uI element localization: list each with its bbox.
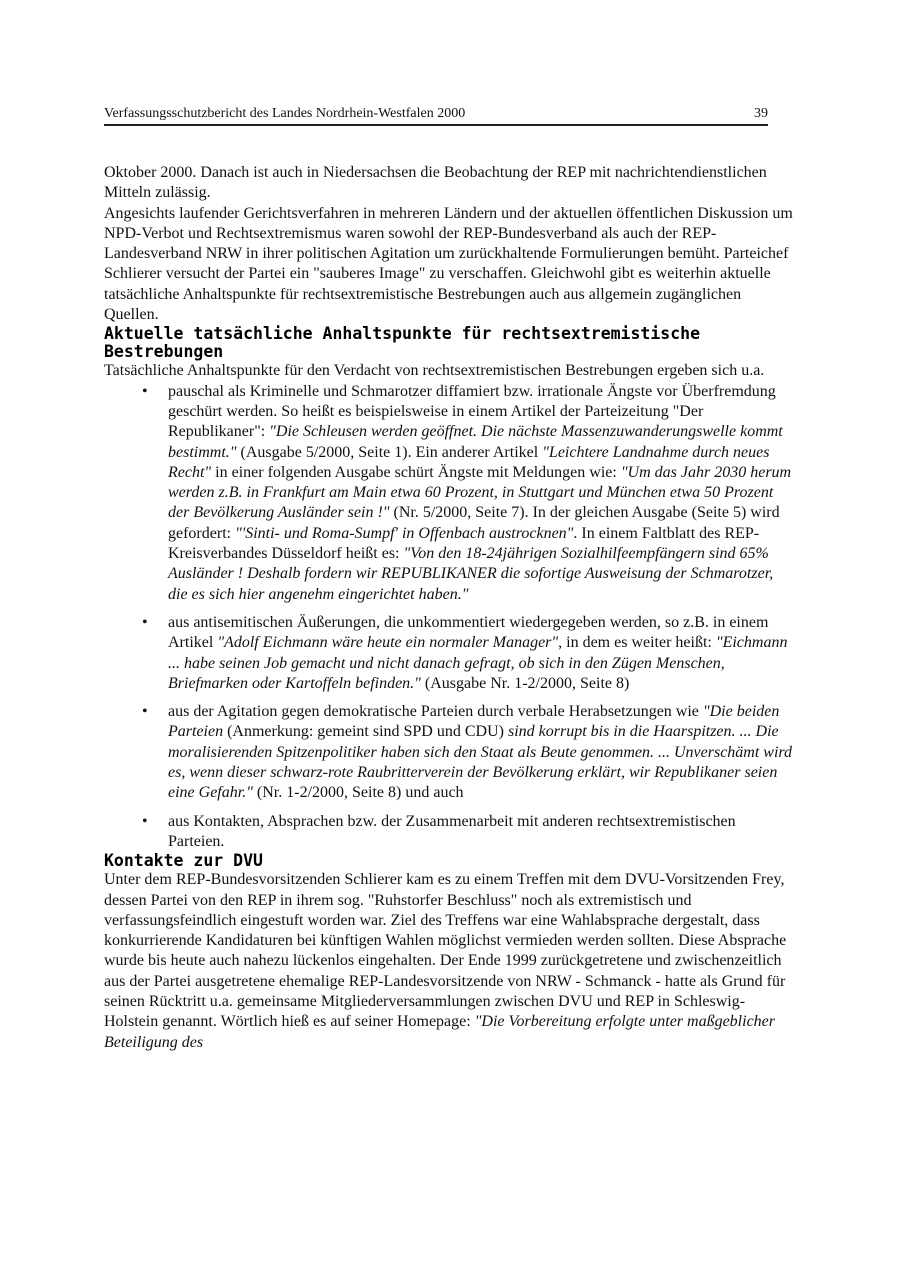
- list-item: [104, 812, 796, 853]
- list-item-text: aus antisemitischen Äußerungen, die unkommentiert wiedergegeben werden, so z.B. in einem Artikel: [168, 613, 769, 652]
- section-heading-dvu: Kontakte zur DVU: [104, 851, 263, 871]
- quote: "Adolf Eichmann wäre heute ein normaler Manager": [217, 634, 559, 652]
- list-item-text: (Nr. 1-2/2000, Seite 8) und auch: [252, 784, 464, 802]
- list-item-text: (Anmerkung: gemeint sind SPD und CDU): [223, 723, 508, 741]
- section-lead: Tatsächliche Anhaltspunkte für den Verdacht von rechtsextremistischen Bestrebungen ergeben sich u.a.: [104, 362, 765, 380]
- quote: "Um das Jahr 2030 herum werden z.B. in Frankfurt am Main etwa 60 Prozent, in Stuttgart und München etwa 50 Prozent der Bevölkerung Ausländer sein !": [168, 463, 792, 522]
- running-header: [104, 104, 768, 126]
- page-number: 39: [754, 106, 768, 121]
- indicator-list: [104, 382, 796, 853]
- quote: "Von den 18-24jährigen Sozialhilfeempfängern sind 65% Ausländer ! Deshalb fordern wir REPUBLIKANER die sofortige Ausweisung der Schmarotzer, die es sich hier angenehm eingerichtet haben.": [168, 545, 774, 603]
- bullet-icon: •: [142, 613, 148, 631]
- paragraph-intro-2: Angesichts laufender Gerichtsverfahren in mehreren Ländern und der aktuellen öffentlichen Diskussion um NPD-Verbot und Rechtsextremismus waren sowohl der REP-Bundesverband als auch der REP-Landesverband NRW in ihrer politischen Agitation um zurückhaltende Formulierungen bemüht. Parteichef Schlierer versucht der Partei ein "sauberes Image" zu verschaffen. Gleichwohl gibt es weiterhin aktuelle tatsächliche Anhaltspunkte für rechtsextremistische Bestrebungen auch aus allgemein zugänglichen Quellen.: [104, 204, 793, 324]
- document-page: [104, 104, 796, 1053]
- list-item-text: , in dem es weiter heißt:: [558, 634, 716, 652]
- list-item: [104, 382, 796, 605]
- header-title: Verfassungsschutzbericht des Landes Nordrhein-Westfalen 2000: [104, 106, 466, 121]
- quote: "Eichmann ... habe seinen Job gemacht und nicht danach gefragt, ob sich in den Zügen Menschen, Briefmarken oder Kartoffeln befinden.": [168, 634, 788, 692]
- paragraph-text: Unter dem REP-Bundesvorsitzenden Schlierer kam es zu einem Treffen mit dem DVU-Vorsitzenden Frey, dessen Partei von den REP in ihrem sog. "Ruhstorfer Beschluss" noch als extremistisch und verfassungsfeindlich eingestuft worden war. Ziel des Treffens war eine Wahlabsprache dergestalt, dass konkurrierende Kandidaturen bei künftigen Wahlen möglichst vermieden werden sollten. Diese Absprache wurde bis heute auch nahezu lückenlos eingehalten. Der Ende 1999 zurückgetretene und zwischenzeitlich aus der Partei ausgetretene ehemalige REP-Landesvorsitzende von NRW - Schmanck - hatte als Grund für seinen Rücktritt u.a. gemeinsame Mitgliederversammlungen zwischen DVU und REP in Schleswig-Holstein genannt. Wörtlich hieß es auf seiner Homepage:: [104, 871, 787, 1031]
- list-item-text: pauschal als Kriminelle und Schmarotzer diffamiert bzw. irrationale Ängste vor Überfremdung geschürt werden. So heißt es beispielsweise in einem Artikel der Parteizeitung "Der Republikaner":: [168, 382, 776, 441]
- quote: sind korrupt bis in die Haarspitzen. ... Die moralisierenden Spitzenpolitiker haben sich den Staat als Beute genommen. ... Unverschämt wird es, wenn dieser schwarz-rote Raubritterverein der Bevölkerung erklärt, wir Republikaner seien eine Gefahr.": [168, 723, 793, 802]
- quote: "Die Schleusen werden geöffnet. Die nächste Massenzuwanderungswelle kommt bestimmt.": [168, 423, 783, 461]
- list-item-text: in einer folgenden Ausgabe schürt Ängste mit Meldungen wie:: [211, 463, 621, 481]
- list-item-text: aus der Agitation gegen demokratische Parteien durch verbale Herabsetzungen wie: [168, 703, 703, 721]
- list-item-text: (Ausgabe Nr. 1-2/2000, Seite 8): [420, 674, 630, 692]
- list-item: [104, 613, 796, 694]
- bullet-icon: •: [142, 382, 148, 400]
- paragraph-dvu: [104, 870, 796, 1053]
- list-item-text: aus Kontakten, Absprachen bzw. der Zusammenarbeit mit anderen rechtsextremistischen Parteien.: [168, 812, 736, 850]
- quote: "Leichtere Landnahme durch neues Recht": [168, 443, 770, 481]
- quote: "Die Vorbereitung erfolgte unter maßgeblicher Beteiligung des: [104, 1013, 775, 1051]
- list-item-text: (Ausgabe 5/2000, Seite 1). Ein anderer Artikel: [236, 443, 543, 461]
- paragraph-intro-1: Oktober 2000. Danach ist auch in Niedersachsen die Beobachtung der REP mit nachrichtendienstlichen Mitteln zulässig.: [104, 164, 767, 202]
- section-heading-anhaltspunkte: Aktuelle tatsächliche Anhaltspunkte für rechtsextremistische Bestrebungen: [104, 324, 701, 362]
- bullet-icon: •: [142, 812, 148, 830]
- bullet-icon: •: [142, 703, 148, 721]
- quote: "Die beiden Parteien: [168, 703, 780, 741]
- list-item-text: (Nr. 5/2000, Seite 7). In der gleichen Ausgabe (Seite 5) wird gefordert:: [168, 504, 780, 542]
- list-item-text: . In einem Faltblatt des REP-Kreisverbandes Düsseldorf heißt es:: [168, 524, 760, 563]
- quote: "'Sinti- und Roma-Sumpf' in Offenbach austrocknen": [235, 524, 574, 542]
- list-item: [104, 702, 796, 803]
